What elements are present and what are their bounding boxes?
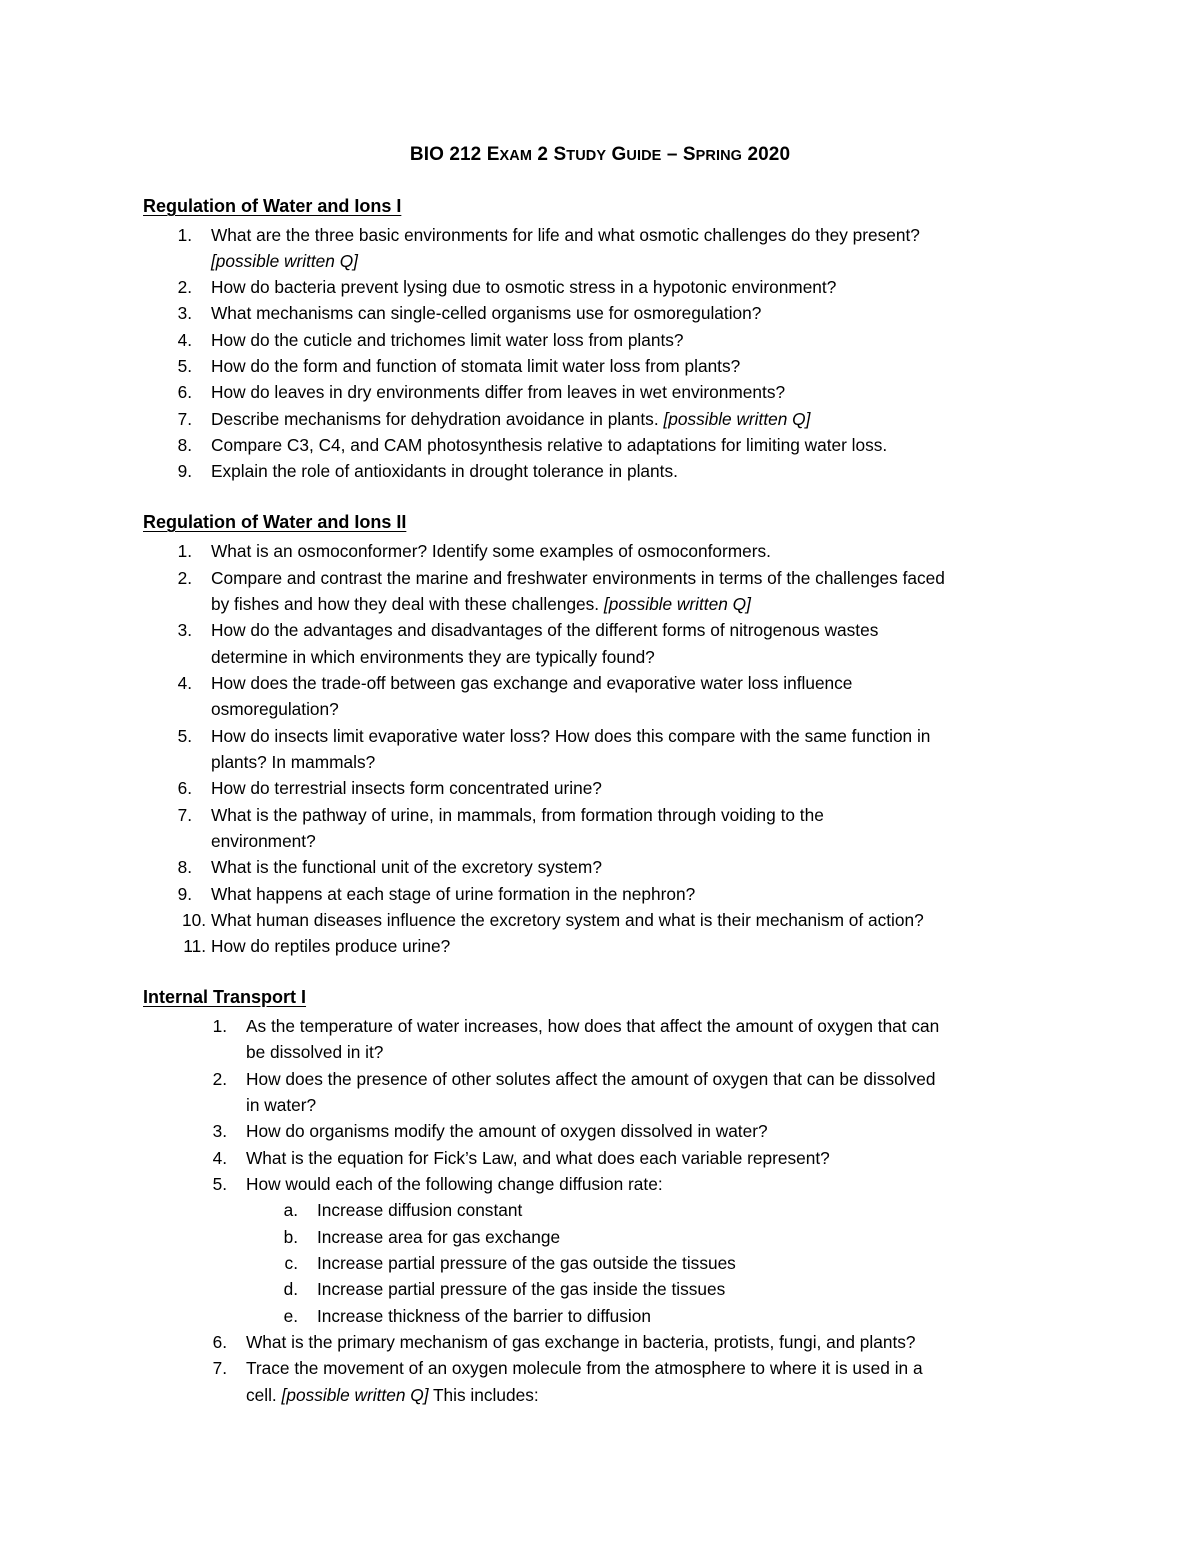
list-item-text [246,1382,539,1408]
list-item-number: 5. [177,356,192,376]
possible-written-q-note: [possible written Q] [603,594,751,614]
list-item-text: Trace the movement of an oxygen molecule from the atmosphere to where it is used in a [246,1358,923,1378]
list-item-number: 1. [177,225,192,245]
list-item-number: 2. [177,568,192,588]
list-item-number: 7. [212,1358,227,1378]
title-text: 2 S [532,144,567,165]
list-item-text: osmoregulation? [211,699,339,719]
list-item-text: Explain the role of antioxidants in drought tolerance in plants. [211,461,678,481]
list-item-number: 6. [212,1332,227,1352]
sub-item-text: Increase thickness of the barrier to diffusion [317,1306,651,1326]
sub-item-text: Increase area for gas exchange [317,1227,561,1247]
list-item-number: 3. [212,1121,227,1141]
list-item-text: How does the presence of other solutes affect the amount of oxygen that can be dissolved [246,1069,936,1089]
list-item-text: What is an osmoconformer? Identify some examples of osmoconformers. [211,541,771,561]
title-text: – S [661,144,696,165]
list-item-number: 3. [177,620,192,640]
list-item-text: How do reptiles produce urine? [211,936,451,956]
list-item-text: Compare and contrast the marine and freshwater environments in terms of the challenges faced [211,568,945,588]
list-item-text: How do terrestrial insects form concentrated urine? [211,778,602,798]
list-item-text [211,591,751,617]
list-item-number: 4. [212,1148,227,1168]
list-item-text: What happens at each stage of urine formation in the nephron? [211,884,696,904]
section-heading-internal-transport: Internal Transport I [143,987,307,1007]
title-text: TUDY [566,148,607,164]
list-item-text: How do bacteria prevent lysing due to osmotic stress in a hypotonic environment? [211,277,837,297]
list-item-text: How would each of the following change diffusion rate: [246,1174,663,1194]
list-item-number: 1. [177,541,192,561]
sub-item-text: Increase partial pressure of the gas inside the tissues [317,1279,726,1299]
list-item-text: How do insects limit evaporative water loss? How does this compare with the same function in [211,726,931,746]
list-item-number: 5. [177,726,192,746]
possible-written-q-note: [possible written Q] [211,251,358,271]
list-item-text: How do organisms modify the amount of oxygen dissolved in water? [246,1121,768,1141]
list-item-number: 10. [181,910,206,930]
list-item-text: What mechanisms can single-celled organisms use for osmoregulation? [211,303,762,323]
list-item-number: 9. [177,461,192,481]
list-item-number: 4. [177,330,192,350]
list-item-text: Describe mechanisms for dehydration avoidance in plants. [211,409,664,429]
list-item-text: plants? In mammals? [211,752,376,772]
possible-written-q-note: [possible written Q] [281,1385,429,1405]
list-item-text: This includes: [428,1385,539,1405]
list-item-number: 7. [177,409,192,429]
section-heading-water-ions-1: Regulation of Water and Ions I [143,196,402,216]
sub-item-letter: d. [283,1279,298,1299]
sub-item-text: Increase partial pressure of the gas outside the tissues [317,1253,736,1273]
list-item-number: 8. [177,435,192,455]
list-item-number: 6. [177,778,192,798]
title-text: PRING [695,148,743,164]
title-text: G [606,144,627,165]
list-item-number: 6. [177,382,192,402]
list-item-text [211,406,810,432]
list-item-text: How do leaves in dry environments differ from leaves in wet environments? [211,382,786,402]
list-item-text: by fishes and how they deal with these challenges. [211,594,604,614]
list-item-text: cell. [246,1385,282,1405]
sub-item-letter: a. [283,1200,298,1220]
list-item-text: How does the trade-off between gas exchange and evaporative water loss influence [211,673,853,693]
list-item-number: 5. [212,1174,227,1194]
list-item-text: What are the three basic environments for life and what osmotic challenges do they present? [211,225,920,245]
list-item-text: in water? [246,1095,317,1115]
section-heading-water-ions-2: Regulation of Water and Ions II [143,512,407,532]
list-item-number: 1. [212,1016,227,1036]
title-text: UIDE [626,148,662,164]
list-item-number: 8. [177,857,192,877]
page-title [0,144,1200,166]
list-item-text: How do the advantages and disadvantages of the different forms of nitrogenous wastes [211,620,879,640]
list-item-text: be dissolved in it? [246,1042,384,1062]
list-item-number: 2. [212,1069,227,1089]
list-item-number: 3. [177,303,192,323]
possible-written-q-note: [possible written Q] [663,409,811,429]
list-item-number: 9. [177,884,192,904]
sub-item-letter: c. [284,1253,298,1273]
sub-item-text: Increase diffusion constant [317,1200,523,1220]
list-item-text: What human diseases influence the excretory system and what is their mechanism of action? [211,910,924,930]
list-item-text: As the temperature of water increases, how does that affect the amount of oxygen that can [246,1016,940,1036]
list-item-number: 11. [183,936,206,956]
list-item-text: What is the pathway of urine, in mammals, from formation through voiding to the [211,805,824,825]
list-item-text: How do the cuticle and trichomes limit water loss from plants? [211,330,684,350]
title-text: XAM [499,148,533,164]
list-item-number: 4. [177,673,192,693]
list-item-text: What is the equation for Fick’s Law, and what does each variable represent? [246,1148,830,1168]
title-text: 2020 [742,144,791,165]
list-item-number: 2. [177,277,192,297]
list-item-number: 7. [177,805,192,825]
list-item-text: How do the form and function of stomata limit water loss from plants? [211,356,741,376]
list-item-text: Compare C3, C4, and CAM photosynthesis relative to adaptations for limiting water loss. [211,435,888,455]
list-item-text: determine in which environments they are typically found? [211,647,655,667]
list-item-text: environment? [211,831,316,851]
list-item-text: What is the primary mechanism of gas exchange in bacteria, protists, fungi, and plants? [246,1332,916,1352]
list-item-text: What is the functional unit of the excretory system? [211,857,602,877]
sub-item-letter: e. [283,1306,298,1326]
title-text: BIO 212 E [409,144,500,165]
sub-item-letter: b. [283,1227,298,1247]
